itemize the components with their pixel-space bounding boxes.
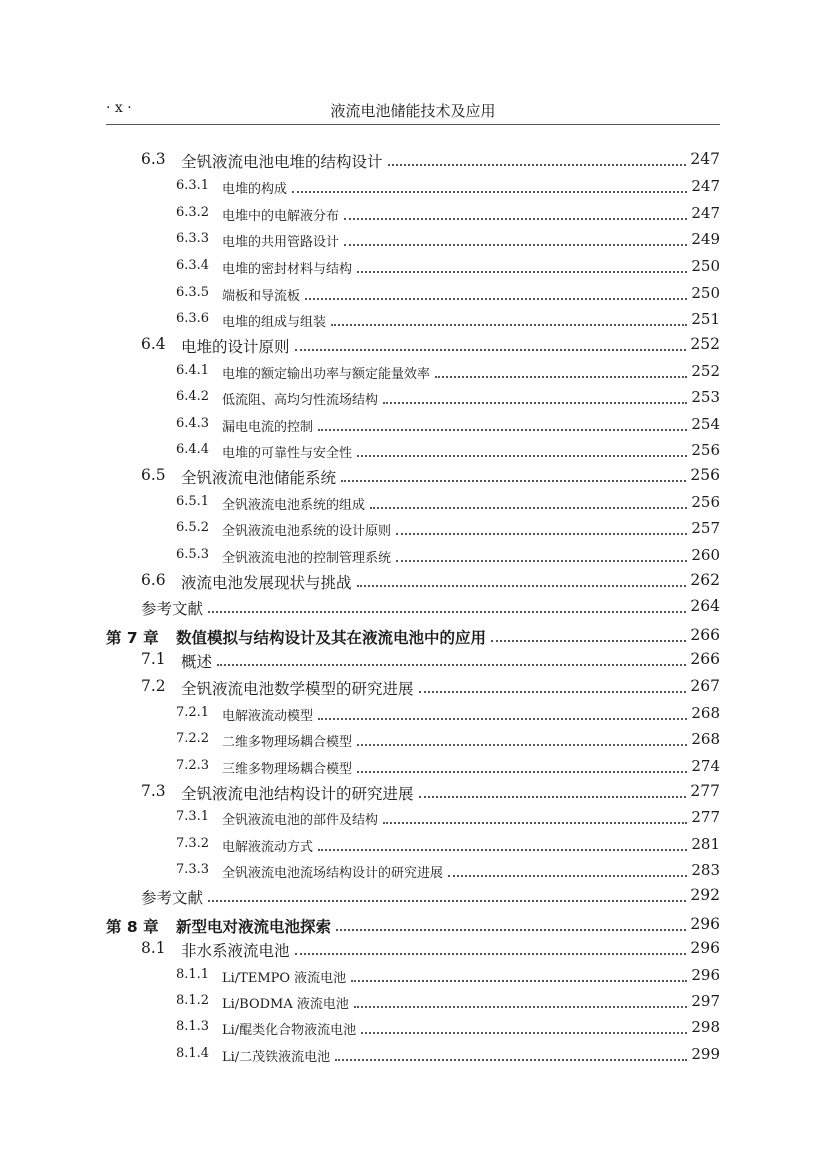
toc-entry[interactable]	[0, 415, 827, 437]
toc-entry-number: 7.2	[141, 677, 166, 695]
toc-entry-page: 252	[690, 335, 720, 353]
toc-entry[interactable]	[0, 861, 827, 883]
toc-entry-number: 8.1.3	[176, 1019, 210, 1034]
toc-entry-title: 电堆中的电解液分布	[222, 209, 340, 224]
book-title: 液流电池储能技术及应用	[330, 102, 496, 120]
dot-leader	[341, 480, 686, 482]
toc-entry-number: 8.1.4	[176, 1046, 210, 1061]
toc-entry-page: 253	[691, 388, 720, 406]
toc-entry-title: 电堆的密封材料与结构	[222, 262, 353, 277]
toc-entry[interactable]	[0, 466, 827, 488]
toc-entry-page: 262	[690, 571, 720, 589]
toc-entry-title: Li/醌类化合物液流电池	[222, 1023, 357, 1038]
toc-entry-page: 268	[691, 730, 720, 748]
toc-entry-title: 电解液流动模型	[222, 709, 314, 724]
toc-entry[interactable]	[0, 704, 827, 726]
toc-entry-number: 6.3.6	[176, 311, 210, 326]
toc-entry-page: 256	[690, 466, 720, 484]
toc-entry[interactable]	[0, 808, 827, 830]
toc-entry[interactable]	[0, 257, 827, 279]
toc-entry-number: 6.4.2	[176, 389, 210, 404]
toc-entry[interactable]	[0, 730, 827, 752]
dot-leader	[318, 429, 687, 431]
toc-entry[interactable]	[0, 650, 827, 672]
toc-entry-title: 二维多物理场耦合模型	[222, 735, 353, 750]
toc-entry-page: 268	[691, 704, 720, 722]
toc-entry[interactable]	[0, 493, 827, 515]
toc-entry[interactable]	[0, 1018, 827, 1040]
toc-entry-page: 277	[690, 782, 720, 800]
toc-entry-page: 250	[691, 257, 720, 275]
toc-entry-number: 7.3.3	[176, 862, 210, 877]
toc-entry-page: 250	[691, 284, 720, 302]
toc-entry-number: 第 8 章	[106, 918, 159, 936]
toc-entry[interactable]	[0, 597, 827, 619]
toc-entry-page: 299	[691, 1045, 720, 1063]
toc-entry-number: 6.5.2	[176, 520, 210, 535]
toc-entry-title: 参考文献	[141, 600, 204, 618]
toc-entry[interactable]	[0, 626, 827, 648]
toc-entry-title: 三维多物理场耦合模型	[222, 762, 353, 777]
dot-leader	[370, 507, 687, 509]
toc-entry-title: Li/BODMA 液流电池	[222, 997, 349, 1012]
dot-leader	[361, 1032, 687, 1034]
toc-entry-number: 7.3.2	[176, 836, 210, 851]
dot-leader	[419, 691, 686, 693]
toc-entry-page: 296	[690, 915, 720, 933]
toc-entry-title: 电堆的构成	[222, 182, 288, 197]
dot-leader	[208, 611, 686, 613]
dot-leader	[357, 744, 687, 746]
dot-leader	[336, 929, 686, 931]
dot-leader	[383, 822, 687, 824]
toc-entry[interactable]	[0, 571, 827, 593]
toc-entry-number: 6.4.3	[176, 416, 210, 431]
toc-entry-title: 全钒液流电池系统的组成	[222, 498, 366, 513]
dot-leader	[357, 455, 687, 457]
toc-entry[interactable]	[0, 310, 827, 332]
toc-entry-title: 全钒液流电池电堆的结构设计	[181, 153, 383, 171]
toc-entry-title: Li/二茂铁液流电池	[222, 1050, 331, 1065]
dot-leader	[208, 900, 686, 902]
toc-entry-title: 全钒液流电池的部件及结构	[222, 813, 379, 828]
dot-leader	[305, 298, 687, 300]
toc-entry-page: 281	[691, 835, 720, 853]
dot-leader	[396, 560, 687, 562]
toc-entry-title: 电堆的可靠性与安全性	[222, 446, 353, 461]
toc-entry-title: 全钒液流电池储能系统	[181, 469, 337, 487]
toc-entry-title: 端板和导流板	[222, 289, 301, 304]
toc-entry-number: 6.3.5	[176, 285, 210, 300]
toc-entry-number: 6.5.3	[176, 547, 210, 562]
toc-entry-number: 7.3	[141, 782, 166, 800]
toc-entry-page: 267	[690, 677, 720, 695]
toc-entry-page: 266	[690, 626, 720, 644]
toc-entry[interactable]	[0, 546, 827, 568]
toc-entry-number: 7.2.3	[176, 758, 210, 773]
toc-entry[interactable]	[0, 177, 827, 199]
toc-entry[interactable]	[0, 886, 827, 908]
toc-entry[interactable]	[0, 284, 827, 306]
dot-leader	[419, 796, 686, 798]
page-number: · x ·	[106, 100, 132, 116]
toc-entry-number: 6.3.2	[176, 205, 210, 220]
toc-entry-page: 297	[691, 992, 720, 1010]
toc-entry[interactable]	[0, 915, 827, 937]
dot-leader	[396, 533, 687, 535]
toc-entry-page: 283	[691, 861, 720, 879]
toc-entry[interactable]	[0, 230, 827, 252]
toc-entry[interactable]	[0, 519, 827, 541]
dot-leader	[217, 664, 686, 666]
dot-leader	[388, 164, 686, 166]
toc-entry[interactable]	[0, 204, 827, 226]
toc-entry-number: 6.5.1	[176, 494, 210, 509]
toc-entry-title: 非水系液流电池	[181, 942, 290, 960]
toc-entry-number: 7.1	[141, 650, 166, 668]
dot-leader	[435, 376, 687, 378]
toc-entry-number: 6.3.1	[176, 178, 210, 193]
toc-entry-title: 参考文献	[141, 889, 204, 907]
toc-entry-page: 247	[691, 204, 720, 222]
toc-entry-title: Li/TEMPO 液流电池	[222, 971, 347, 986]
toc-entry-number: 6.4.4	[176, 442, 210, 457]
dot-leader	[318, 849, 687, 851]
toc-entry[interactable]	[0, 441, 827, 463]
toc-entry[interactable]	[0, 150, 827, 172]
toc-entry[interactable]	[0, 966, 827, 988]
dot-leader	[383, 402, 687, 404]
dot-leader	[357, 585, 686, 587]
toc-entry-page: 274	[691, 757, 720, 775]
toc-entry-title: 全钒液流电池的控制管理系统	[222, 551, 392, 566]
toc-entry[interactable]	[0, 335, 827, 357]
dot-leader	[357, 271, 687, 273]
dot-leader	[351, 980, 687, 982]
toc-entry-page: 247	[690, 150, 720, 168]
toc-entry-number: 6.4.1	[176, 363, 210, 378]
dot-leader	[331, 324, 687, 326]
toc-entry[interactable]	[0, 362, 827, 384]
toc-entry-number: 8.1.1	[176, 967, 210, 982]
toc-entry[interactable]	[0, 757, 827, 779]
toc-entry-page: 249	[691, 230, 720, 248]
dot-leader	[295, 953, 686, 955]
toc-entry-title: 数值模拟与结构设计及其在液流电池中的应用	[176, 629, 487, 647]
toc-entry-title: 电堆的额定输出功率与额定能量效率	[222, 367, 431, 382]
toc-entry-title: 全钒液流电池数学模型的研究进展	[181, 680, 414, 698]
dot-leader	[448, 875, 687, 877]
toc-entry-page: 260	[691, 546, 720, 564]
toc-entry-number: 第 7 章	[106, 629, 159, 647]
toc-entry-number: 6.4	[141, 335, 166, 353]
toc-entry-title: 电堆的设计原则	[181, 338, 290, 356]
toc-entry-page: 296	[691, 966, 720, 984]
toc-entry-number: 7.2.2	[176, 731, 210, 746]
toc-entry-page: 277	[691, 808, 720, 826]
toc-entry-page: 247	[691, 177, 720, 195]
toc-entry-page: 256	[691, 493, 720, 511]
toc-entry-title: 概述	[181, 653, 213, 671]
toc-entry-title: 漏电电流的控制	[222, 420, 314, 435]
dot-leader	[335, 1059, 687, 1061]
toc-entry-page: 298	[691, 1018, 720, 1036]
toc-entry[interactable]	[0, 939, 827, 961]
toc-entry-title: 全钒液流电池流场结构设计的研究进展	[222, 866, 444, 881]
toc-entry-page: 251	[691, 310, 720, 328]
toc-entry-title: 新型电对液流电池探索	[176, 918, 332, 936]
toc-entry-number: 6.5	[141, 466, 166, 484]
dot-leader	[491, 640, 686, 642]
toc-entry-page: 266	[690, 650, 720, 668]
toc-entry-number: 8.1.2	[176, 993, 210, 1008]
dot-leader	[354, 1006, 687, 1008]
toc-entry-number: 6.6	[141, 571, 166, 589]
toc-entry-title: 全钒液流电池系统的设计原则	[222, 524, 392, 539]
toc-entry-page: 264	[690, 597, 720, 615]
toc-entry-title: 电堆的共用管路设计	[222, 235, 340, 250]
toc-entry-page: 257	[691, 519, 720, 537]
toc-entry-number: 6.3	[141, 150, 166, 168]
toc-entry-page: 296	[690, 939, 720, 957]
toc-entry-number: 7.2.1	[176, 705, 210, 720]
dot-leader	[344, 218, 687, 220]
dot-leader	[292, 191, 687, 193]
toc-entry-number: 6.3.3	[176, 231, 210, 246]
toc-entry-page: 254	[691, 415, 720, 433]
toc-entry-page: 252	[691, 362, 720, 380]
toc-entry-title: 液流电池发展现状与挑战	[181, 574, 352, 592]
toc-entry[interactable]	[0, 835, 827, 857]
toc-entry[interactable]	[0, 677, 827, 699]
toc-entry-title: 电堆的组成与组装	[222, 315, 327, 330]
toc-entry-page: 256	[691, 441, 720, 459]
toc-entry-title: 低流阻、高均匀性流场结构	[222, 393, 379, 408]
toc-entry-number: 8.1	[141, 939, 166, 957]
dot-leader	[357, 771, 687, 773]
dot-leader	[318, 718, 687, 720]
toc-entry[interactable]	[0, 782, 827, 804]
dot-leader	[344, 244, 687, 246]
toc-entry-number: 7.3.1	[176, 809, 210, 824]
toc-entry-title: 全钒液流电池结构设计的研究进展	[181, 785, 414, 803]
dot-leader	[295, 349, 686, 351]
toc-entry-title: 电解液流动方式	[222, 840, 314, 855]
toc-entry-page: 292	[690, 886, 720, 904]
toc-entry[interactable]	[0, 992, 827, 1014]
toc-entry[interactable]	[0, 1045, 827, 1067]
toc-entry-number: 6.3.4	[176, 258, 210, 273]
toc-entry[interactable]	[0, 388, 827, 410]
